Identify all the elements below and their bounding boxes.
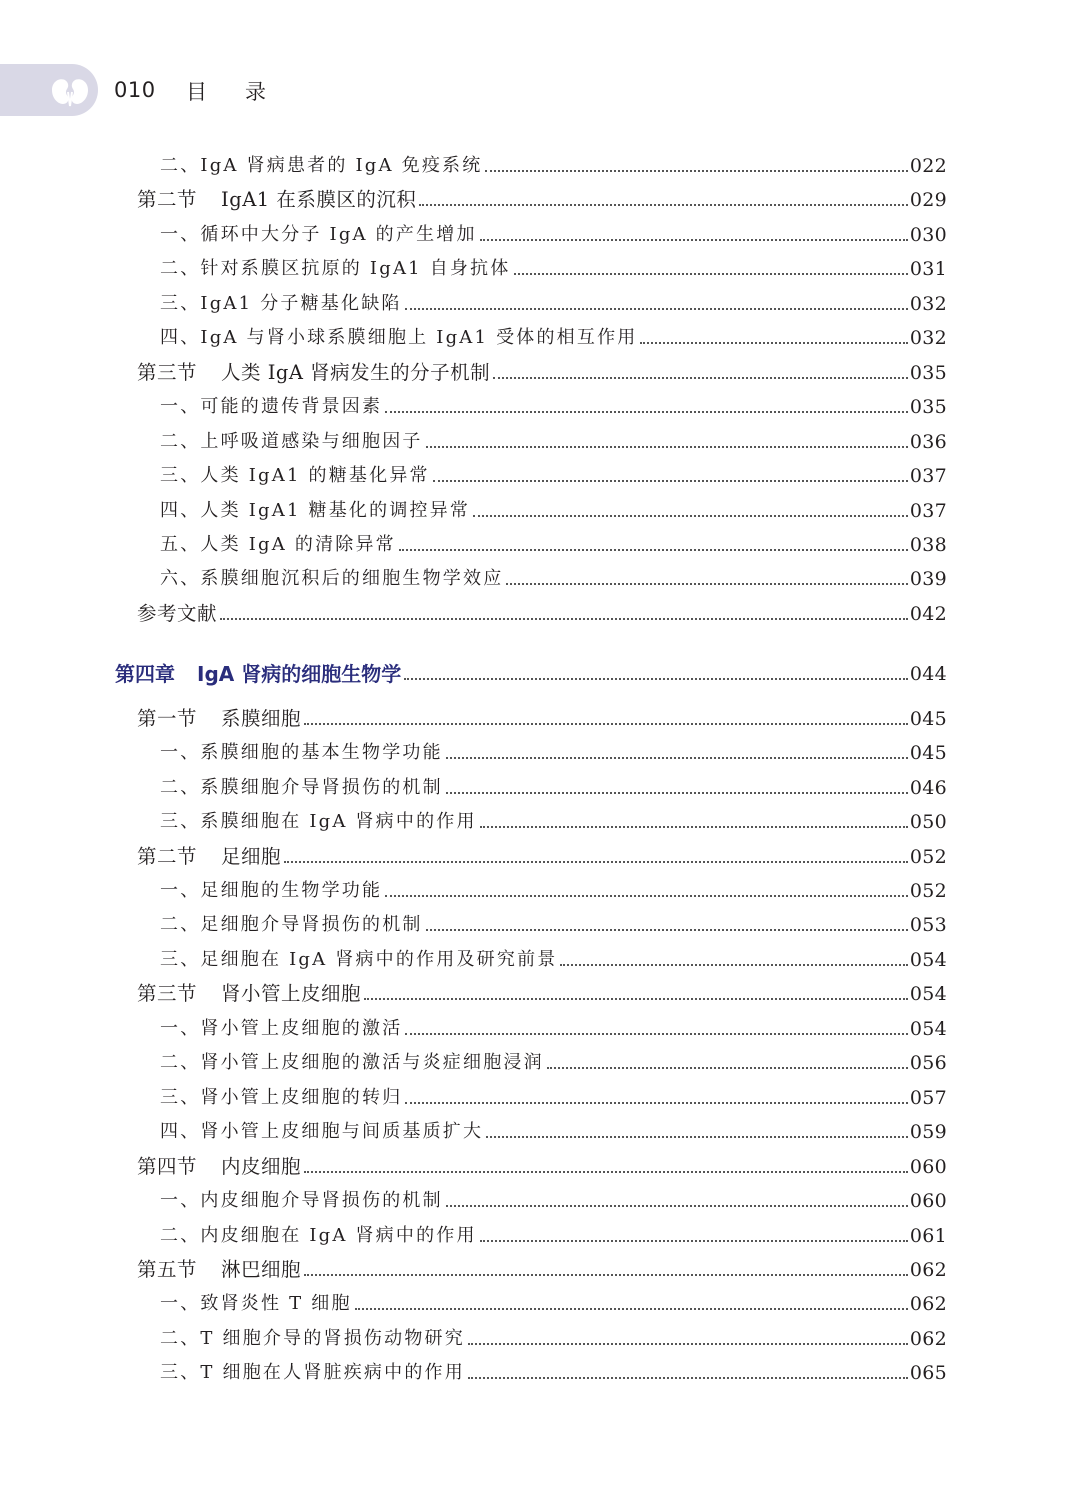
toc-page-number: 031 (909, 258, 947, 281)
toc-page-number: 029 (909, 189, 947, 212)
toc-entry-title (160, 1289, 352, 1319)
toc-entry-text: 人类 IgA 肾病发生的分子机制 (221, 360, 491, 384)
toc-entry-title (137, 599, 217, 629)
dot-leader (560, 964, 907, 966)
toc-page-number: 035 (909, 396, 947, 419)
toc-entry-title (137, 704, 301, 734)
toc-entry-text: 三、足细胞在 IgA 肾病中的作用及研究前景 (160, 948, 558, 970)
toc-entry-title (160, 1048, 544, 1078)
toc-item-entry[interactable] (0, 254, 947, 284)
toc-entry-text: 四、肾小管上皮细胞与间质基质扩大 (160, 1121, 484, 1143)
toc-page-number: 054 (909, 1017, 947, 1040)
toc-item-entry[interactable] (0, 564, 947, 594)
dot-leader (446, 757, 908, 759)
toc-page-number: 050 (909, 811, 947, 834)
toc-item-entry[interactable] (0, 1048, 947, 1078)
toc-entry-text: 一、可能的遗传背景因素 (160, 396, 383, 418)
toc-entry-title (137, 358, 490, 388)
dot-leader (480, 826, 908, 828)
toc-entry-title (160, 1221, 477, 1251)
toc-entry-text: IgA1 在系膜区的沉积 (221, 188, 417, 212)
toc-page-number: 060 (909, 1190, 947, 1213)
dot-leader (547, 1067, 908, 1069)
toc-entry-title (160, 773, 443, 803)
toc-item-entry[interactable] (0, 392, 947, 422)
toc-section-entry[interactable] (0, 1255, 947, 1285)
dot-leader (514, 273, 908, 275)
dot-leader (468, 1343, 908, 1345)
toc-entry-text: 三、T 细胞在人肾脏疾病中的作用 (160, 1362, 465, 1384)
toc-page-number: 039 (909, 568, 947, 591)
toc-entry-text: 肾小管上皮细胞 (221, 982, 362, 1006)
toc-page-number: 061 (909, 1224, 947, 1247)
toc-entry-title (160, 807, 477, 837)
toc-item-entry[interactable] (0, 220, 947, 250)
toc-entry-text: 二、T 细胞介导的肾损伤动物研究 (160, 1327, 465, 1349)
toc-entry-title (160, 738, 443, 768)
dot-leader (385, 895, 908, 897)
toc-entry-title (160, 1083, 402, 1113)
toc-entry-number: 第二节 (137, 188, 198, 212)
toc-entry-title (137, 1152, 301, 1182)
toc-entry-title (160, 289, 402, 319)
toc-entry-text: 二、内皮细胞在 IgA 肾病中的作用 (160, 1224, 477, 1246)
toc-entry-title (137, 1255, 301, 1285)
toc-entry-text: 四、IgA 与肾小球系膜细胞上 IgA1 受体的相互作用 (160, 327, 638, 349)
toc-chapter-entry[interactable] (0, 659, 947, 689)
toc-entry-title (137, 979, 361, 1009)
toc-entry-text: 三、系膜细胞在 IgA 肾病中的作用 (160, 811, 477, 833)
toc-entry-title (137, 842, 281, 872)
toc-entry-text: 四、人类 IgA1 糖基化的调控异常 (160, 499, 471, 521)
toc-entry-title (160, 530, 396, 560)
dot-leader (446, 792, 908, 794)
dot-leader (385, 411, 908, 413)
dot-leader (473, 515, 908, 517)
toc-entry-title (160, 1186, 443, 1216)
toc-page-number: 059 (909, 1121, 947, 1144)
toc-entry-title (160, 564, 503, 594)
dot-leader (405, 1102, 907, 1104)
toc-page-number: 057 (909, 1086, 947, 1109)
toc-entry-text: 参考文献 (137, 601, 218, 625)
dot-leader (404, 678, 908, 680)
toc-item-entry[interactable] (0, 945, 947, 975)
toc-page-number: 062 (909, 1258, 947, 1281)
toc-section-entry[interactable] (0, 358, 947, 388)
toc-entry-text: 系膜细胞 (221, 706, 302, 730)
toc-item-entry[interactable] (0, 151, 947, 181)
toc-page-number: 054 (909, 983, 947, 1006)
toc-item-entry[interactable] (0, 323, 947, 353)
toc-entry-title (160, 220, 477, 250)
kidney-icon (44, 70, 96, 110)
dot-leader (405, 1033, 907, 1035)
toc-entry-title (160, 1117, 483, 1147)
toc-entry-number: 第三节 (137, 360, 198, 384)
toc-entry-title (160, 151, 482, 181)
toc-entry-title (160, 392, 382, 422)
dot-leader (419, 204, 907, 206)
dot-leader (426, 446, 908, 448)
toc-entry-title (160, 1324, 465, 1354)
toc-section-entry[interactable] (0, 1152, 947, 1182)
toc-page-number: 060 (909, 1155, 947, 1178)
dot-leader (480, 1240, 908, 1242)
toc-entry-text: 一、循环中大分子 IgA 的产生增加 (160, 223, 477, 245)
toc-item-entry[interactable] (0, 1117, 947, 1147)
dot-leader (405, 308, 908, 310)
dot-leader (433, 480, 908, 482)
dot-leader (485, 170, 907, 172)
toc-entry-text: 三、IgA1 分子糖基化缺陷 (160, 292, 402, 314)
toc-item-entry[interactable] (0, 1358, 947, 1388)
toc-entry-text: 二、IgA 肾病患者的 IgA 免疫系统 (160, 155, 483, 176)
toc-page-number: 038 (909, 533, 947, 556)
toc-entry-text: 二、足细胞介导肾损伤的机制 (160, 914, 423, 936)
toc-entry-title (160, 254, 511, 284)
dot-leader (364, 998, 908, 1000)
toc-page-number: 062 (909, 1327, 947, 1350)
toc-page-number: 045 (909, 742, 947, 765)
toc-section-entry[interactable] (0, 704, 947, 734)
toc-page-number: 032 (909, 327, 947, 350)
toc-entry-text: 足细胞 (221, 844, 282, 868)
toc-page-number: 037 (909, 499, 947, 522)
toc-entry-title (160, 910, 423, 940)
toc-entry-text: IgA 肾病的细胞生物学 (197, 662, 402, 687)
toc-entry-text: 六、系膜细胞沉积后的细胞生物学效应 (160, 568, 504, 590)
dot-leader (399, 549, 908, 551)
toc-entry-title (160, 323, 637, 353)
running-title: 目录 (186, 80, 304, 104)
dot-leader (426, 929, 908, 931)
dot-leader (468, 1377, 908, 1379)
toc-section-entry[interactable] (0, 185, 947, 215)
toc-entry-title (160, 1014, 402, 1044)
toc-item-entry[interactable] (0, 1324, 947, 1354)
toc-item-entry[interactable] (0, 1289, 947, 1319)
toc-entry-number: 第五节 (137, 1257, 198, 1281)
toc-item-entry[interactable] (0, 1186, 947, 1216)
toc-page-number: 062 (909, 1293, 947, 1316)
toc-references-entry[interactable] (0, 599, 947, 629)
toc-page-number: 042 (909, 602, 947, 625)
toc-item-entry[interactable] (0, 496, 947, 526)
toc-entry-title (137, 185, 416, 215)
toc-entry-number: 第四节 (137, 1154, 198, 1178)
toc-entry-title (115, 659, 401, 689)
toc-entry-title (160, 945, 557, 975)
toc-item-entry[interactable] (0, 530, 947, 560)
toc-entry-text: 三、人类 IgA1 的糖基化异常 (160, 465, 430, 487)
toc-item-entry[interactable] (0, 773, 947, 803)
toc-entry-text: 三、肾小管上皮细胞的转归 (160, 1086, 403, 1108)
toc-entry-text: 一、致肾炎性 T 细胞 (160, 1293, 352, 1315)
toc-entry-text: 一、内皮细胞介导肾损伤的机制 (160, 1190, 443, 1212)
toc-page-number: 054 (909, 948, 947, 971)
toc-item-entry[interactable] (0, 807, 947, 837)
toc-item-entry[interactable] (0, 289, 947, 319)
toc-entry-title (160, 496, 470, 526)
toc-item-entry[interactable] (0, 1221, 947, 1251)
dot-leader (506, 583, 907, 585)
toc-page-number: 037 (909, 465, 947, 488)
toc-entry-number: 第四章 (115, 662, 175, 687)
toc-item-entry[interactable] (0, 910, 947, 940)
toc-entry-text: 二、系膜细胞介导肾损伤的机制 (160, 776, 443, 798)
toc-entry-text: 淋巴细胞 (221, 1257, 302, 1281)
toc-entry-title (160, 427, 423, 457)
toc-page-number: 044 (909, 663, 947, 686)
toc-entry-text: 一、足细胞的生物学功能 (160, 880, 383, 901)
toc-item-entry[interactable] (0, 461, 947, 491)
toc-section-entry[interactable] (0, 842, 947, 872)
toc-page-number: 056 (909, 1052, 947, 1075)
toc-item-entry[interactable] (0, 1083, 947, 1113)
dot-leader (640, 342, 907, 344)
toc-page-number: 036 (909, 430, 947, 453)
dot-leader (304, 1274, 908, 1276)
toc-entry-title (160, 461, 430, 491)
toc-page-number: 035 (909, 361, 947, 384)
toc-page-number: 032 (909, 292, 947, 315)
toc-entry-number: 第一节 (137, 706, 198, 730)
toc-entry-text: 二、针对系膜区抗原的 IgA1 自身抗体 (160, 258, 511, 280)
toc-item-entry[interactable] (0, 738, 947, 768)
dot-leader (304, 1171, 908, 1173)
toc-page-number: 046 (909, 776, 947, 799)
toc-page-number: 053 (909, 914, 947, 937)
dot-leader (304, 723, 908, 725)
toc-item-entry[interactable] (0, 1014, 947, 1044)
toc-page-number: 052 (909, 880, 947, 902)
toc-page-number: 065 (909, 1362, 947, 1385)
dot-leader (446, 1205, 908, 1207)
toc-page-number: 045 (909, 707, 947, 730)
toc-entry-title (160, 876, 382, 906)
toc-entry-text: 一、肾小管上皮细胞的激活 (160, 1017, 403, 1039)
toc-entry-number: 第三节 (137, 982, 198, 1006)
toc-page-number: 030 (909, 223, 947, 246)
toc-item-entry[interactable] (0, 876, 947, 906)
toc-section-entry[interactable] (0, 979, 947, 1009)
toc-page-number: 022 (909, 155, 947, 177)
toc-page-number: 052 (909, 845, 947, 868)
toc-entry-text: 二、上呼吸道感染与细胞因子 (160, 430, 423, 452)
toc-entry-text: 内皮细胞 (221, 1154, 302, 1178)
dot-leader (220, 618, 908, 620)
dot-leader (480, 239, 908, 241)
dot-leader (355, 1308, 908, 1310)
dot-leader (493, 377, 908, 379)
page-number: 010 (114, 78, 156, 102)
dot-leader (284, 861, 908, 863)
toc-entry-text: 二、肾小管上皮细胞的激活与炎症细胞浸润 (160, 1052, 544, 1074)
dot-leader (486, 1136, 908, 1138)
toc-item-entry[interactable] (0, 427, 947, 457)
toc-entry-text: 五、人类 IgA 的清除异常 (160, 533, 396, 555)
toc-entry-number: 第二节 (137, 844, 198, 868)
toc-entry-title (160, 1358, 465, 1388)
toc-entry-text: 一、系膜细胞的基本生物学功能 (160, 742, 443, 764)
